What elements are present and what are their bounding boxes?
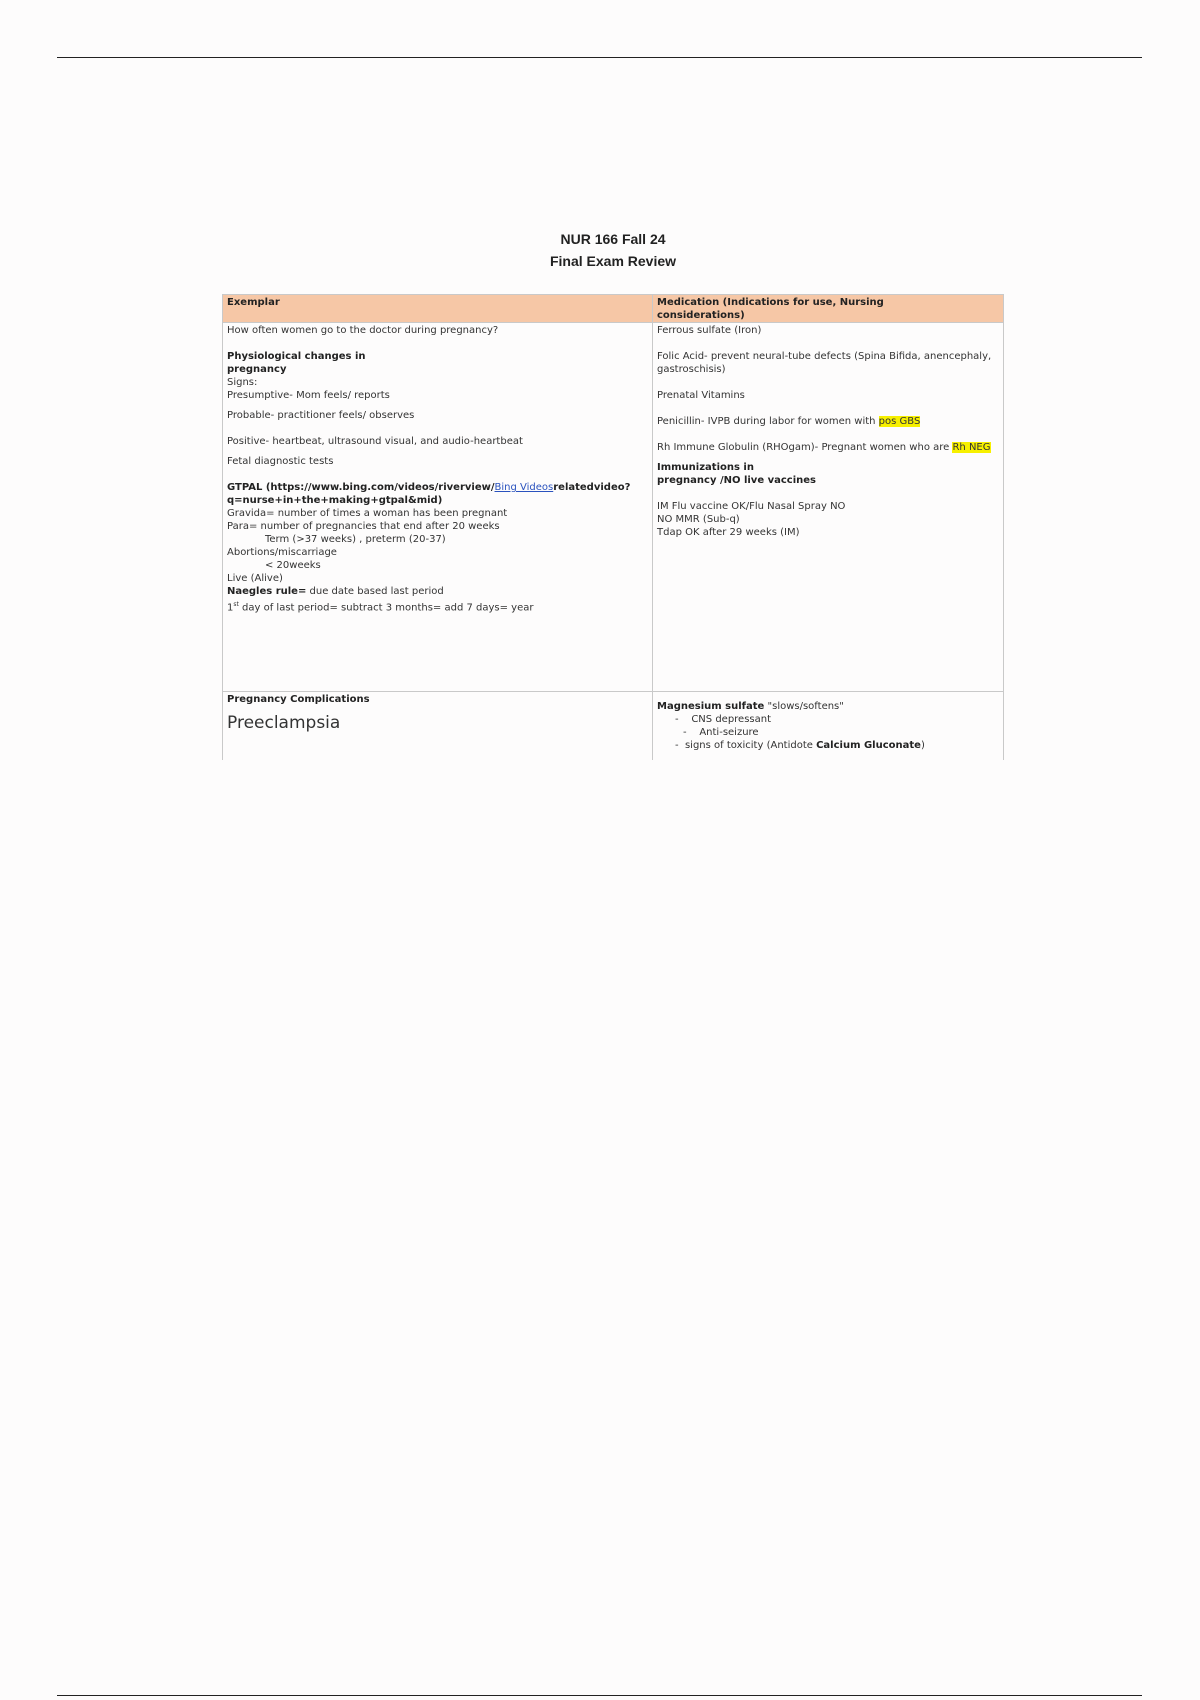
fetal-tests: Fetal diagnostic tests xyxy=(227,456,334,467)
gtpal-url-start: GTPAL (https://www.bing.com/videos/riverview/ xyxy=(227,482,495,493)
med-folic: Folic Acid- prevent neural-tube defects (Spina Bifida, anencephaly, gastroschisis) xyxy=(657,351,992,375)
imm-heading-1: Immunizations in xyxy=(657,462,754,473)
imm-flu: IM Flu vaccine OK/Flu Nasal Spray NO xyxy=(657,501,846,512)
header-exemplar: Exemplar xyxy=(227,297,280,308)
med-prenatal: Prenatal Vitamins xyxy=(657,390,745,401)
med-rhogam: Rh Immune Globulin (RHOgam)- Pregnant women who are Rh NEG xyxy=(657,442,991,453)
positive-signs: Positive- heartbeat, ultrasound visual, and audio-heartbeat xyxy=(227,436,523,447)
phys-heading-1: Physiological changes in xyxy=(227,351,366,362)
probable-signs: Probable- practitioner feels/ observes xyxy=(227,410,415,421)
med-magnesium: Magnesium sulfate "slows/softens" xyxy=(657,701,844,712)
preeclampsia-heading: Preeclampsia xyxy=(227,713,341,733)
row-divider xyxy=(223,691,1003,692)
mag-cns: - CNS depressant xyxy=(675,714,772,725)
med-ferrous: Ferrous sulfate (Iron) xyxy=(657,325,762,336)
med-penicillin: Penicillin- IVPB during labor for women with pos GBS xyxy=(657,416,921,427)
imm-mmr: NO MMR (Sub-q) xyxy=(657,514,740,525)
highlight-pos-gbs: pos GBS xyxy=(878,416,921,427)
mag-toxicity: - signs of toxicity (Antidote Calcium Gluconate) xyxy=(675,740,925,751)
page-top-rule xyxy=(57,57,1142,58)
naegles-rule xyxy=(227,585,647,598)
gtpal-url-end: relatedvideo?q=nurse+in+the+making+gtpal&mid) xyxy=(227,482,631,506)
abortions-weeks: < 20weeks xyxy=(265,560,321,571)
document-title xyxy=(222,228,1004,272)
title-line-2: Final Exam Review xyxy=(549,253,677,269)
review-table xyxy=(222,294,1004,760)
phys-heading-2: pregnancy xyxy=(227,364,287,375)
header-medication: Medication (Indications for use, Nursing considerations) xyxy=(657,297,884,321)
exemplar-cell-2 xyxy=(227,693,647,734)
term-preterm: Term (>37 weeks) , preterm (20-37) xyxy=(265,534,446,545)
gtpal-heading xyxy=(227,481,647,507)
imm-tdap: Tdap OK after 29 weeks (IM) xyxy=(657,527,800,538)
question-visits: How often women go to the doctor during pregnancy? xyxy=(227,325,499,336)
document-page xyxy=(222,228,1004,751)
medication-cell-1 xyxy=(657,324,997,539)
complications-heading: Pregnancy Complications xyxy=(227,694,370,705)
abortions-def: Abortions/miscarriage xyxy=(227,547,337,558)
exemplar-cell-1 xyxy=(227,324,647,614)
para-def: Para= number of pregnancies that end after 20 weeks xyxy=(227,521,500,532)
naegles-label: Naegles rule= xyxy=(227,586,307,597)
signs-label: Signs: xyxy=(227,377,258,388)
gravida-def: Gravida= number of times a woman has been pregnant xyxy=(227,508,508,519)
presumptive-signs: Presumptive- Mom feels/ reports xyxy=(227,390,390,401)
mag-antiseizure: - Anti-seizure xyxy=(683,727,759,738)
naegles-calc: 1st day of last period= subtract 3 months= add 7 days= year xyxy=(227,601,534,614)
bing-videos-link[interactable]: Bing Videos xyxy=(494,482,554,493)
medication-cell-2 xyxy=(657,693,997,752)
imm-heading-2: pregnancy /NO live vaccines xyxy=(657,475,816,486)
page-bottom-rule xyxy=(57,1695,1142,1696)
naegles-desc: due date based last period xyxy=(306,586,444,597)
table-header-row xyxy=(223,295,1003,323)
highlight-rh-neg: Rh NEG xyxy=(952,442,991,453)
live-def: Live (Alive) xyxy=(227,573,283,584)
title-line-1: NUR 166 Fall 24 xyxy=(560,231,666,247)
